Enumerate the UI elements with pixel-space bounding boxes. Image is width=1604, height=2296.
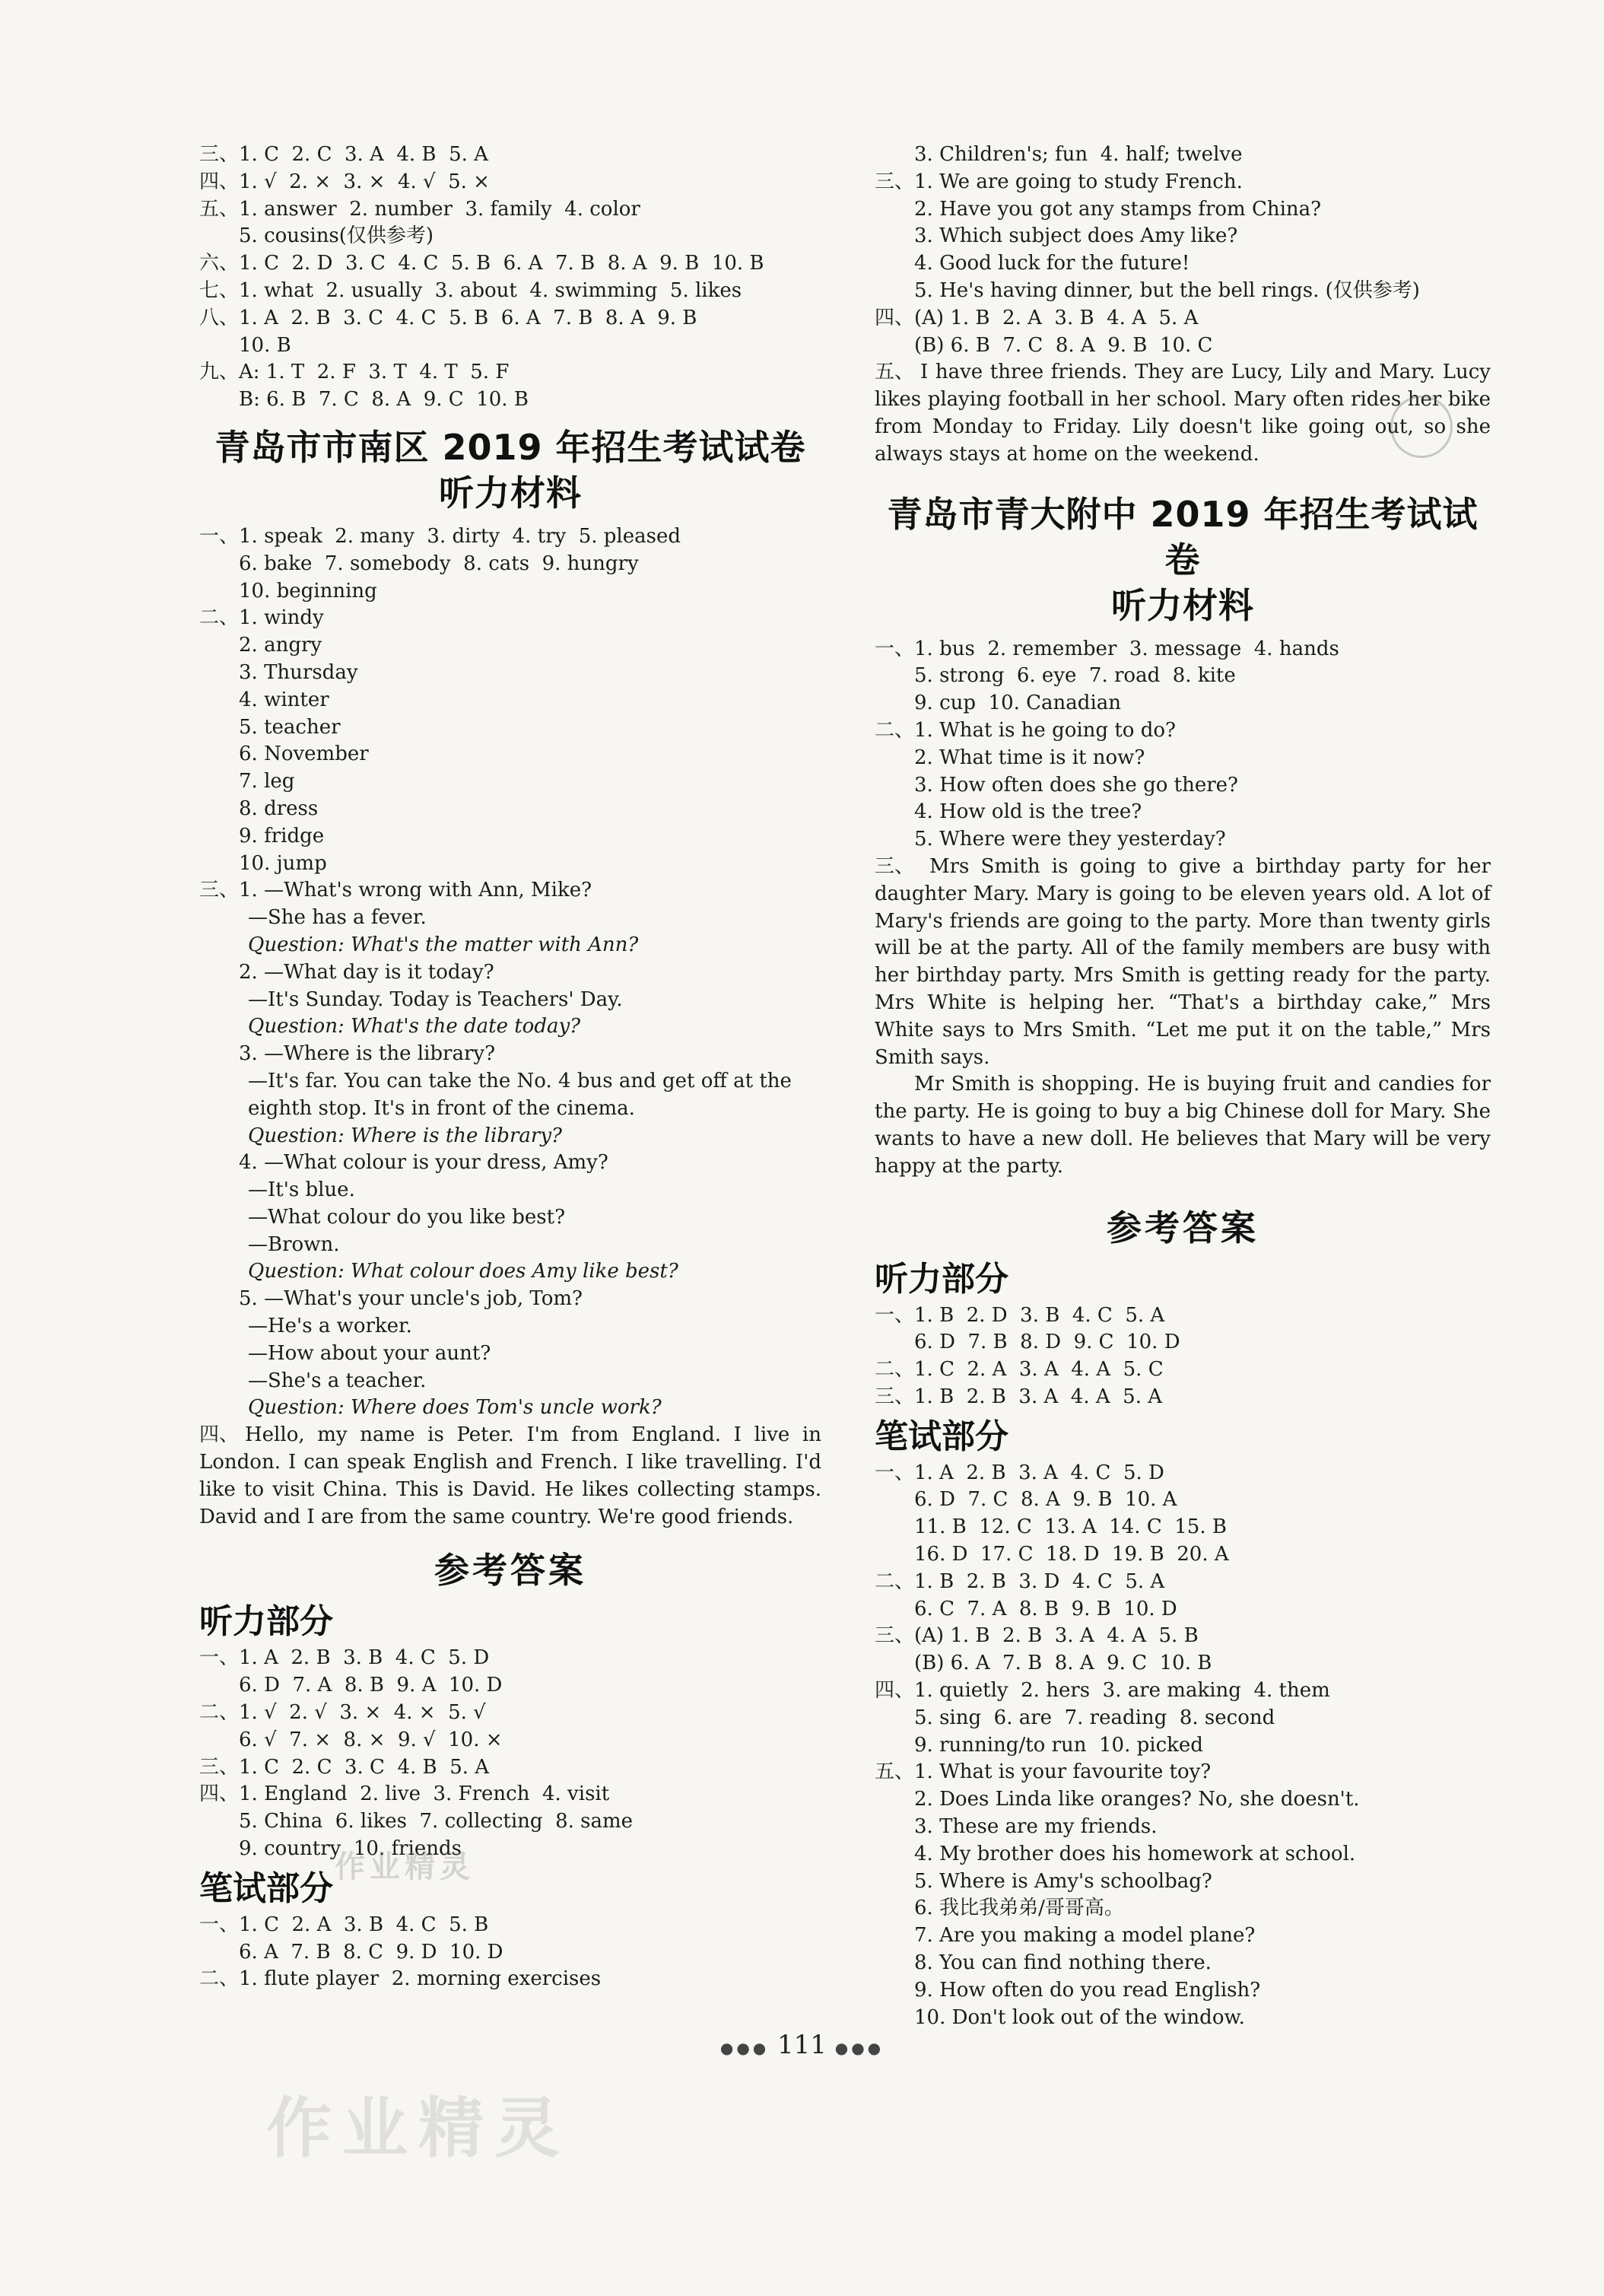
faint-stamp-mark xyxy=(1390,396,1453,458)
left-column xyxy=(199,142,821,1993)
page-number xyxy=(0,2030,1604,2060)
answer-line: 11. B 12. C 13. A 14. C 15. B xyxy=(914,1515,1227,1539)
listening-part-heading: 听力部分 xyxy=(875,1259,1008,1299)
dialogue-line: 三、1. —What's wrong with Ann, Mike? xyxy=(199,879,592,902)
material-line: 9. fridge xyxy=(239,824,325,847)
passage-text: Hello, my name is Peter. I'm from England. I live in London. I can speak English and French. I like travelling. I'd like to visit China. This is David. He likes collecting stamps. David and I are from the same country. We're good friends. xyxy=(199,1423,821,1528)
answer-line: 5. China 6. likes 7. collecting 8. same xyxy=(239,1810,634,1833)
dialogue-line: —She has a fever. xyxy=(248,906,427,930)
material-line: 5. strong 6. eye 7. road 8. kite xyxy=(914,664,1236,688)
passage-text: I have three friends. They are Lucy, Lily and Mary. Lucy likes playing football in her school. Mary often rides her bike from Monday to Friday. Lily doesn't like going out, so she always stays at home on the weekend. xyxy=(875,361,1491,466)
right-top-answers xyxy=(875,142,1491,359)
material-line: 5. Where were they yesterday? xyxy=(914,828,1226,851)
answer-line: 7. Are you making a model plane? xyxy=(914,1924,1256,1948)
listening-material-part-2 xyxy=(199,605,821,877)
material-line: 10. beginning xyxy=(239,579,377,603)
material-line: 2. What time is it now? xyxy=(914,746,1145,769)
answer-line: 9. How often do you read English? xyxy=(914,1978,1261,2002)
decorative-dots: ●●● xyxy=(719,2039,770,2057)
answer-line: 5. Where is Amy's schoolbag? xyxy=(914,1869,1212,1893)
material-line: 6. November xyxy=(239,743,369,766)
answer-line: 3. These are my friends. xyxy=(914,1815,1158,1839)
answer-line: 九、A: 1. T 2. F 3. T 4. T 5. F xyxy=(199,361,510,384)
left-top-answers xyxy=(199,142,821,414)
answer-line: 二、1. flute player 2. morning exercises xyxy=(199,1967,602,1991)
answer-line: 5. cousins(仅供参考) xyxy=(239,224,434,248)
title-line-1: 青岛市市南区 2019 年招生考试试卷 xyxy=(214,426,806,468)
written-answers xyxy=(199,1912,821,1993)
section-label: 四、 xyxy=(199,1423,240,1447)
section-label: 三、 xyxy=(875,854,915,878)
answer-line: 6. C 7. A 8. B 9. B 10. D xyxy=(914,1597,1177,1620)
answer-line: 9. running/to run 10. picked xyxy=(914,1733,1203,1757)
answer-line: 一、1. C 2. A 3. B 4. C 5. B xyxy=(199,1913,489,1936)
answer-line: 一、1. A 2. B 3. A 4. C 5. D xyxy=(875,1461,1164,1484)
answer-line: 16. D 17. C 18. D 19. B 20. A xyxy=(914,1543,1229,1566)
answers-heading: 参考答案 xyxy=(1107,1207,1259,1248)
material-line: 6. bake 7. somebody 8. cats 9. hungry xyxy=(239,552,639,575)
answer-line: 3. Which subject does Amy like? xyxy=(914,224,1238,248)
answer-line: 七、1. what 2. usually 3. about 4. swimming 5. likes xyxy=(199,278,742,302)
material-line: 4. winter xyxy=(239,688,329,711)
answer-line: 6. 我比我弟弟/哥哥高。 xyxy=(914,1897,1124,1920)
section-title xyxy=(875,491,1491,628)
answer-line: 四、1. √ 2. × 3. × 4. √ 5. × xyxy=(199,170,490,193)
dialogue-line: —He's a worker. xyxy=(248,1315,412,1338)
title-line-2: 听力材料 xyxy=(439,472,582,514)
listening-material-part-1 xyxy=(199,523,821,605)
answer-line: 9. country 10. friends xyxy=(239,1837,462,1861)
answer-line: 八、1. A 2. B 3. C 4. C 5. B 6. A 7. B 8. A 9. B xyxy=(199,306,697,329)
material-line: 10. jump xyxy=(239,851,327,875)
answer-line: 5. sing 6. are 7. reading 8. second xyxy=(914,1706,1275,1729)
answer-line: 6. D 7. A 8. B 9. A 10. D xyxy=(239,1674,503,1697)
material-line: 3. Thursday xyxy=(239,660,358,684)
answer-line: 6. √ 7. × 8. × 9. √ 10. × xyxy=(239,1728,503,1751)
answer-line: 4. My brother does his homework at school. xyxy=(914,1842,1356,1865)
answer-line: 二、1. √ 2. √ 3. × 4. × 5. √ xyxy=(199,1701,486,1725)
dialogue-line: 5. —What's your uncle's job, Tom? xyxy=(239,1287,583,1311)
dialogue-line: 3. —Where is the library? xyxy=(239,1042,496,1066)
question-line: Question: Where is the library? xyxy=(248,1124,562,1147)
decorative-dots: ●●● xyxy=(834,2039,885,2057)
listening-answers xyxy=(199,1645,821,1862)
material-line: 2. angry xyxy=(239,634,322,657)
question-line: Question: What colour does Amy like best? xyxy=(248,1260,678,1283)
watermark-logo: 作业精灵 xyxy=(266,2091,570,2167)
material-line: 9. cup 10. Canadian xyxy=(914,692,1122,715)
dialogue-line: —Brown. xyxy=(248,1232,340,1256)
listening-material-part-3 xyxy=(875,854,1491,1071)
answer-line: 2. Have you got any stamps from China? xyxy=(914,197,1322,221)
listening-material-part-2 xyxy=(875,717,1491,854)
dialogue-line: —What colour do you like best? xyxy=(248,1205,566,1229)
dialogue-line: —It's blue. xyxy=(248,1178,355,1202)
listening-material-part-3 xyxy=(199,877,821,1422)
material-line: 4. How old is the tree? xyxy=(914,800,1142,824)
answer-line: 一、1. A 2. B 3. B 4. C 5. D xyxy=(199,1646,490,1670)
answer-line: B: 6. B 7. C 8. A 9. C 10. B xyxy=(239,388,529,412)
dialogue-line: eighth stop. It's in front of the cinema. xyxy=(248,1096,635,1120)
watermark-text: 作业精灵 xyxy=(335,1849,475,1884)
dialogue-line: —It's Sunday. Today is Teachers' Day. xyxy=(248,987,623,1011)
question-line: Question: What's the matter with Ann? xyxy=(248,933,639,956)
question-line: Question: Where does Tom's uncle work? xyxy=(248,1396,662,1420)
written-part-heading: 笔试部分 xyxy=(875,1417,1008,1456)
answer-line: 一、1. B 2. D 3. B 4. C 5. A xyxy=(875,1303,1165,1327)
written-part-heading: 笔试部分 xyxy=(199,1868,333,1908)
answer-line: 5. He's having dinner, but the bell rings. (仅供参考) xyxy=(914,278,1420,302)
passage-text: Mr Smith is shopping. He is buying fruit and candies for the party. He is going to buy a big Chinese doll for Mary. She wants to have a new doll. He believes that Mary will be very happy at the party. xyxy=(875,1073,1491,1178)
answer-line: (B) 6. B 7. C 8. A 9. B 10. C xyxy=(914,333,1213,357)
title-line-1: 青岛市青大附中 2019 年招生考试试卷 xyxy=(887,493,1479,580)
title-line-2: 听力材料 xyxy=(1111,584,1254,626)
answer-line: 3. Children's; fun 4. half; twelve xyxy=(914,143,1243,166)
material-line: 5. teacher xyxy=(239,715,341,739)
answer-line: (B) 6. A 7. B 8. A 9. C 10. B xyxy=(914,1652,1212,1675)
answer-line: 6. A 7. B 8. C 9. D 10. D xyxy=(239,1940,503,1964)
section-label: 五、 xyxy=(875,361,915,384)
dialogue-line: —It's far. You can take the No. 4 bus and get off at the xyxy=(248,1069,792,1092)
dialogue-line: —How about your aunt? xyxy=(248,1341,491,1365)
answer-line: 五、1. What is your favourite toy? xyxy=(875,1760,1212,1784)
answer-line: 2. Does Linda like oranges? No, she doesn't. xyxy=(914,1788,1360,1811)
dialogue-line: —She's a teacher. xyxy=(248,1369,427,1392)
answer-line: 6. D 7. C 8. A 9. B 10. A xyxy=(914,1488,1177,1512)
dialogue-line: 4. —What colour is your dress, Amy? xyxy=(239,1151,608,1175)
listening-part-heading: 听力部分 xyxy=(199,1602,333,1642)
answer-line: 三、1. We are going to study French. xyxy=(875,170,1243,193)
page-number-text: 111 xyxy=(777,2030,827,2060)
answer-line: 六、1. C 2. D 3. C 4. C 5. B 6. A 7. B 8. A 9. B 10. B xyxy=(199,252,764,275)
listening-material-part-4 xyxy=(199,1422,821,1531)
written-answers xyxy=(875,1460,1491,2032)
answer-line: 三、1. C 2. C 3. C 4. B 5. A xyxy=(199,1755,490,1779)
listening-material-part-1 xyxy=(875,636,1491,717)
material-line: 一、1. bus 2. remember 3. message 4. hands xyxy=(875,637,1339,660)
answers-heading: 参考答案 xyxy=(434,1550,586,1592)
section-title xyxy=(199,425,821,516)
answer-line: 二、1. B 2. B 3. D 4. C 5. A xyxy=(875,1569,1165,1593)
passage-text: Mrs Smith is going to give a birthday party for her daughter Mary. Mary is going to be eleven years old. A lot of Mary's friends are going to the party. More than twenty girls will be at the party. All of the family members are busy with her birthday party. Mrs Smith is getting ready for the party. Mrs White is helping her. “That's a birthday cake,” Mrs White says to Mrs Smith. “Let me put it on the table,” Mrs Smith says. xyxy=(875,854,1491,1069)
answer-line: 10. Don't look out of the window. xyxy=(914,2005,1245,2029)
answer-line: 10. B xyxy=(239,333,291,357)
answer-line: 4. Good luck for the future! xyxy=(914,252,1190,275)
answer-line: 8. You can find nothing there. xyxy=(914,1951,1212,1975)
dialogue-line: 2. —What day is it today? xyxy=(239,960,494,984)
answer-line: 二、1. C 2. A 3. A 4. A 5. C xyxy=(875,1358,1164,1382)
answer-line: 五、1. answer 2. number 3. family 4. color xyxy=(199,197,640,221)
answer-line: 三、(A) 1. B 2. B 3. A 4. A 5. B xyxy=(875,1624,1199,1648)
listening-answers xyxy=(875,1302,1491,1411)
material-line: 7. leg xyxy=(239,770,295,793)
material-line: 一、1. speak 2. many 3. dirty 4. try 5. pleased xyxy=(199,524,681,548)
answer-line: 四、1. quietly 2. hers 3. are making 4. them xyxy=(875,1679,1330,1703)
answer-line: 6. D 7. B 8. D 9. C 10. D xyxy=(914,1331,1180,1354)
question-line: Question: What's the date today? xyxy=(248,1015,581,1038)
material-line: 8. dress xyxy=(239,797,319,820)
material-line: 二、1. windy xyxy=(199,606,324,630)
material-line: 3. How often does she go there? xyxy=(914,773,1238,797)
listening-material-part-3b xyxy=(875,1071,1491,1180)
material-line: 二、1. What is he going to do? xyxy=(875,718,1176,742)
answer-line: 三、1. C 2. C 3. A 4. B 5. A xyxy=(199,143,488,166)
answer-line: 三、1. B 2. B 3. A 4. A 5. A xyxy=(875,1385,1163,1408)
answer-line: 四、(A) 1. B 2. A 3. B 4. A 5. A xyxy=(875,306,1199,329)
answer-line: 四、1. England 2. live 3. French 4. visit xyxy=(199,1782,610,1806)
